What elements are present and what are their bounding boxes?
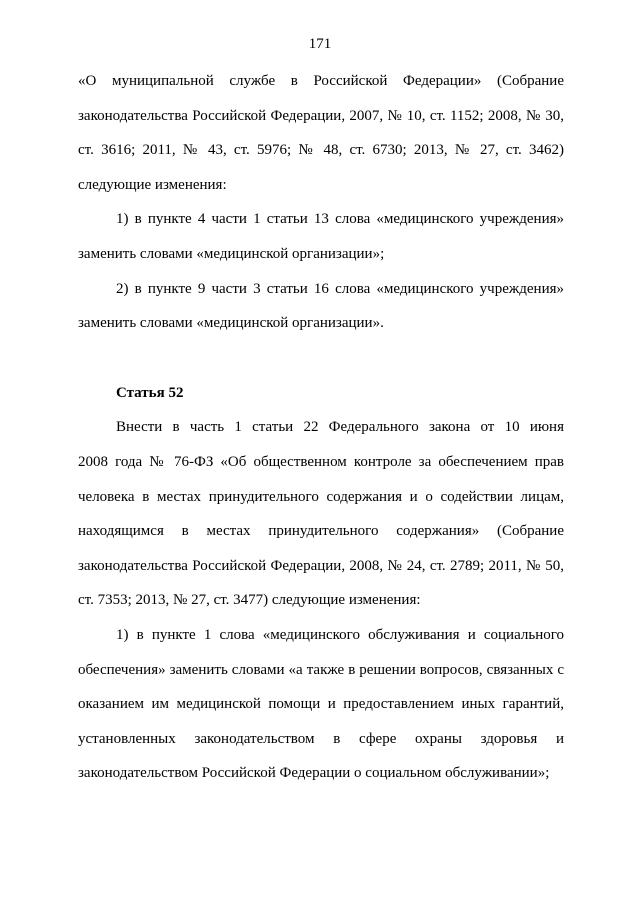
- text-line: заменить словами «медицинской организации».: [78, 315, 384, 332]
- text-line: заменить словами «медицинской организации»;: [78, 245, 385, 262]
- text-line: находящимся в местах принудительного содержания» (Собрание: [78, 523, 564, 540]
- text-line: законодательства Российской Федерации, 2008, № 24, ст. 2789; 2011, № 50,: [78, 557, 564, 574]
- text-line: законодательства Российской Федерации, 2007, № 10, ст. 1152; 2008, № 30,: [78, 107, 564, 124]
- document-body: [78, 64, 564, 791]
- paragraph-amendment-intro: [78, 64, 564, 202]
- text-line: обеспечения» заменить словами «а также в решении вопросов, связанных с: [78, 661, 564, 678]
- paragraph-item-1: [78, 202, 564, 271]
- text-line: законодательством Российской Федерации о социальном обслуживании»;: [78, 765, 550, 782]
- paragraph-article-item-1: [78, 618, 564, 791]
- text-line: ст. 3616; 2011, № 43, ст. 5976; № 48, ст. 6730; 2013, № 27, ст. 3462): [78, 142, 564, 159]
- text-line: следующие изменения:: [78, 176, 227, 193]
- text-line: ст. 7353; 2013, № 27, ст. 3477) следующие изменения:: [78, 592, 421, 609]
- text-line: 1) в пункте 1 слова «медицинского обслуживания и социального: [116, 626, 564, 643]
- page-number: 171: [308, 36, 332, 52]
- text-line: 2) в пункте 9 части 3 статьи 16 слова «медицинского учреждения»: [116, 280, 564, 297]
- paragraph-item-2: [78, 272, 564, 341]
- text-line: Внести в часть 1 статьи 22 Федерального закона от 10 июня: [116, 419, 564, 436]
- section-gap: [78, 341, 564, 376]
- text-line: оказанием им медицинской помощи и предоставлением иных гарантий,: [78, 696, 564, 713]
- text-line: 1) в пункте 4 части 1 статьи 13 слова «медицинского учреждения»: [116, 211, 564, 228]
- text-line: установленных законодательством в сфере охраны здоровья и: [78, 730, 564, 747]
- paragraph-article-intro: [78, 410, 564, 618]
- text-line: «О муниципальной службе в Российской Федерации» (Собрание: [78, 73, 564, 89]
- text-line: 2008 года № 76-ФЗ «Об общественном контроле за обеспечением прав: [78, 453, 564, 470]
- article-heading: Статья 52: [116, 384, 184, 401]
- text-line: человека в местах принудительного содержания и о содействии лицам,: [78, 488, 564, 505]
